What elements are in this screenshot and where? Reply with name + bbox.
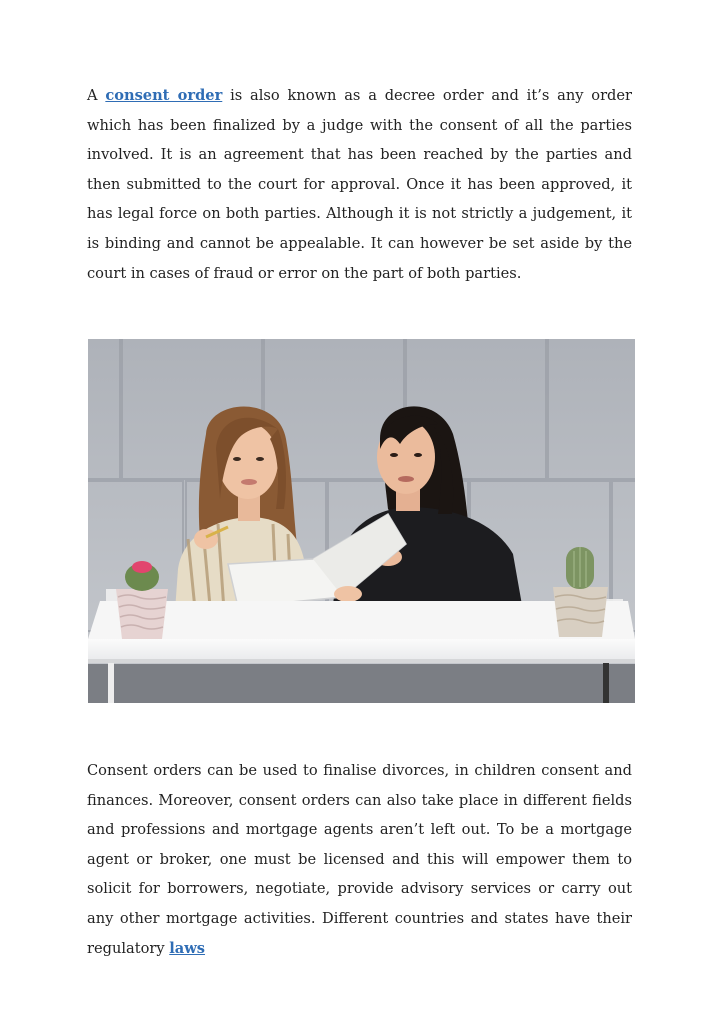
paragraph-consent-order-uses [87, 756, 632, 963]
paragraph-text: A [87, 87, 106, 104]
paragraph-text: is also known as a decree order and it’s any order which has been finalized by a judge with the consent of all the parties involved. It is an agreement that has been reached by the parties and then submitted to the court for approval. Once it has been approved, it has legal force on both parties. Although it is not strictly a judgement, it is binding and cannot be appealable. It can however be set aside by the court in cases of fraud or error on the part of both parties. [87, 87, 632, 282]
photo-two-women-reviewing-document [88, 339, 635, 703]
paragraph-text: Consent orders can be used to finalise divorces, in children consent and finances. Moreover, consent orders can also take place in different fields and professions and mortgage agents aren’t left out. To be a mortgage agent or broker, one must be licensed and this will empower them to solicit for borrowers, negotiate, provide advisory services or carry out any other mortgage activities. Different countries and states have their regulatory [87, 762, 632, 957]
consent-order-link[interactable]: consent order [105, 87, 223, 104]
paragraph-consent-order-definition [87, 81, 632, 288]
laws-link[interactable]: laws [169, 939, 206, 957]
